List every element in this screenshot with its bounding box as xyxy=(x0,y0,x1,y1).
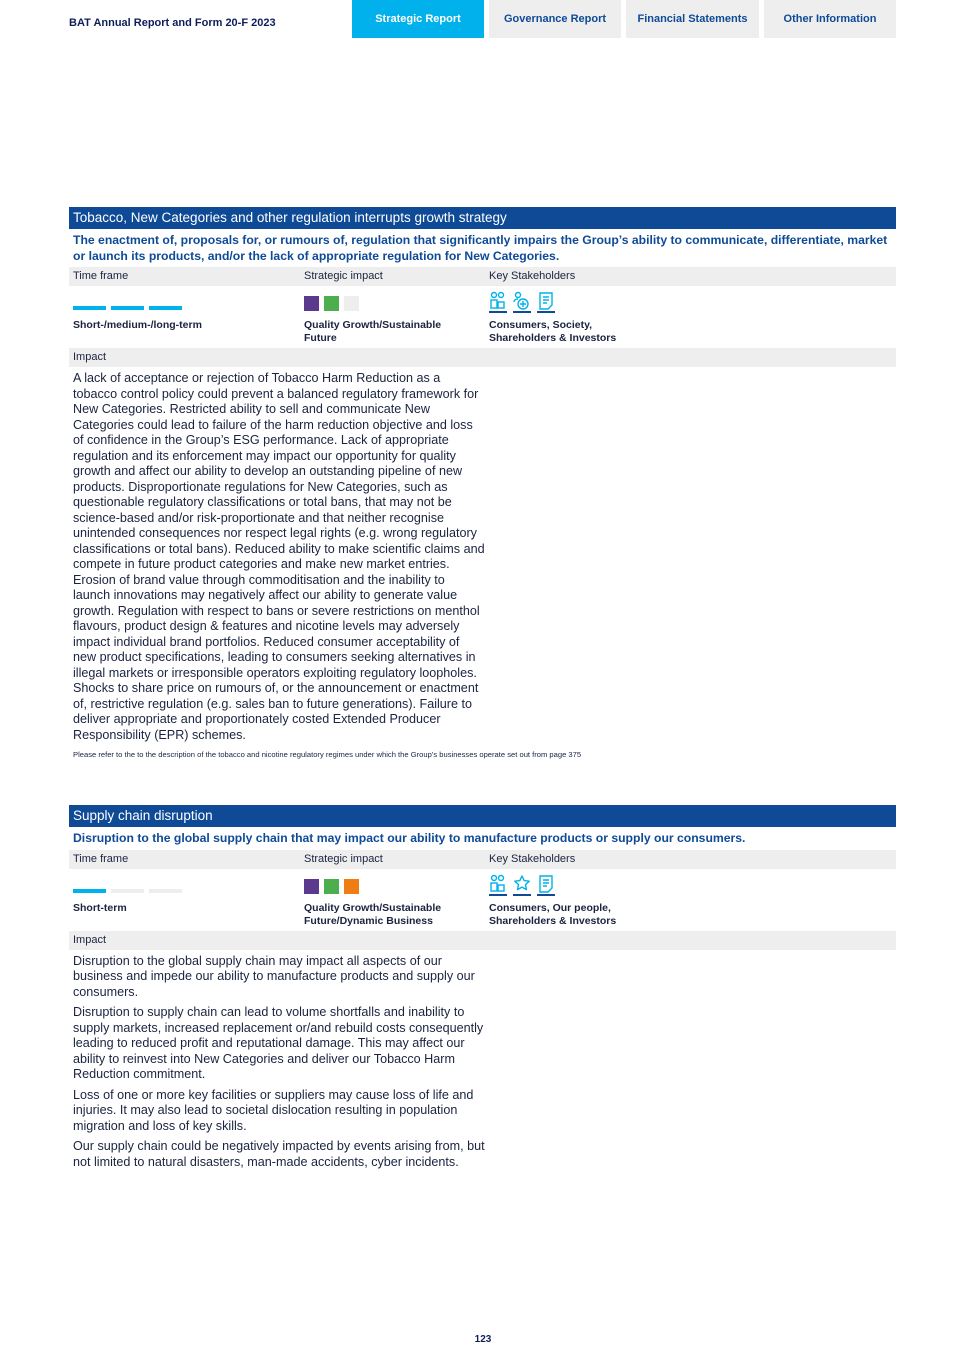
stakeholder-icons xyxy=(489,291,555,313)
strategic-impact-value: Quality Growth/Sustainable Future/Dynamic Business xyxy=(304,901,442,927)
time-frame-label: Time frame xyxy=(73,852,129,865)
tab-strategic-report[interactable]: Strategic Report xyxy=(352,0,484,38)
time-frame-bar xyxy=(149,306,182,310)
impact-paragraph: Disruption to supply chain can lead to volume shortfalls and inability to supply markets, increased replacement or/and rebuild costs consequently leading to reduced profit and reputational damage. This may affect our ability to reinvest into New Categories and deliver our Tobacco Harm Reduction commitment. xyxy=(73,1005,484,1081)
page-number: 123 xyxy=(474,1334,492,1345)
strategic-square xyxy=(304,879,319,894)
impact-header-bar xyxy=(69,348,896,367)
document-icon xyxy=(537,874,555,896)
stakeholder-icons xyxy=(489,874,555,896)
tab-other-information[interactable]: Other Information xyxy=(764,0,896,38)
time-frame-bar xyxy=(111,306,144,310)
stakeholders-value: Consumers, Our people, Shareholders & Investors xyxy=(489,901,617,927)
document-title: BAT Annual Report and Form 20-F 2023 xyxy=(69,17,276,29)
key-stakeholders-label: Key Stakeholders xyxy=(489,270,576,282)
time-frame-indicator xyxy=(73,306,182,310)
strategic-square xyxy=(324,296,339,311)
meta-row xyxy=(69,286,896,348)
impact-text xyxy=(69,950,489,1171)
risk-description: Disruption to the global supply chain that may impact our ability to manufacture products or supply our consumers. xyxy=(73,831,746,845)
impact-header-bar xyxy=(69,931,896,950)
impact-paragraph: Our supply chain could be negatively impacted by events arising from, but not limited to natural disasters, man-made accidents, cyber incidents. xyxy=(73,1139,485,1169)
strategic-impact-value: Quality Growth/Sustainable Future xyxy=(304,319,442,344)
impact-label: Impact xyxy=(73,351,107,363)
risk-block-regulation xyxy=(69,207,896,761)
impact-text xyxy=(69,367,489,743)
footnote: Please refer to the to the description of the tobacco and nicotine regulatory regimes under which the Group’s businesses operate set out from page 375 xyxy=(73,750,582,759)
page-header xyxy=(0,0,966,38)
risk-description: The enactment of, proposals for, or rumours of, regulation that significantly impairs the Group’s ability to communicate, differentiate, market or launch its products, and/or the lack of appropriate regulation for New Categories. xyxy=(73,233,888,263)
tab-governance-report[interactable]: Governance Report xyxy=(489,0,621,38)
strategic-square xyxy=(304,296,319,311)
strategic-impact-label: Strategic impact xyxy=(304,270,383,282)
key-stakeholders-label: Key Stakeholders xyxy=(489,852,576,865)
society-icon xyxy=(513,291,531,313)
time-frame-bar xyxy=(73,889,106,893)
stakeholders-value: Consumers, Society, Shareholders & Investors xyxy=(489,319,617,344)
star-icon xyxy=(513,874,531,896)
risk-title: Supply chain disruption xyxy=(69,805,896,827)
meta-header-bar xyxy=(69,850,896,869)
tab-financial-statements[interactable]: Financial Statements xyxy=(626,0,759,38)
strategic-impact-squares xyxy=(304,879,359,894)
time-frame-bar xyxy=(73,306,106,310)
impact-label: Impact xyxy=(73,933,107,946)
people-icon xyxy=(489,874,507,896)
impact-paragraph: Disruption to the global supply chain may impact all aspects of our business and impede our ability to manufacture products and supply our consumers. xyxy=(73,953,475,999)
section-tabs xyxy=(352,0,896,38)
meta-row xyxy=(69,869,896,931)
time-frame-value: Short-term xyxy=(73,901,127,914)
strategic-square xyxy=(344,296,359,311)
time-frame-label: Time frame xyxy=(73,270,129,282)
time-frame-bar xyxy=(111,889,144,893)
strategic-impact-squares xyxy=(304,296,359,311)
time-frame-value: Short-/medium-/long-term xyxy=(73,319,202,331)
meta-header-bar xyxy=(69,267,896,286)
time-frame-bar xyxy=(149,889,182,893)
impact-paragraph: Loss of one or more key facilities or suppliers may cause loss of life and injuries. It may also lead to societal dislocation resulting in population migration and loss of key skills. xyxy=(73,1087,474,1133)
strategic-square xyxy=(344,879,359,894)
risk-block-supply-chain xyxy=(69,805,896,1175)
strategic-square xyxy=(324,879,339,894)
risk-title: Tobacco, New Categories and other regulation interrupts growth strategy xyxy=(69,207,896,229)
impact-paragraph: A lack of acceptance or rejection of Tobacco Harm Reduction as a tobacco control policy could prevent a balanced regulatory framework for New Categories. Restricted ability to sell and communicate New Categories could lead to failure of the harm reduction objective and loss of confidence in the Group’s ESG performance. Lack of appropriate regulation and its enforcement may impact our opportunity for quality growth and affect our ability to develop an outstanding pipeline of new products. Disproportionate regulations for New Categories, such as questionable regulatory classifications or total bans, that may not be science-based and/or risk-proportionate and that neither recognise unintended consequences nor respect legal rights (e.g. wrong regulatory classifications or total bans). Reduced ability to make scientific claims and compete in future product categories and make new market entries. Erosion of brand value through commoditisation and the inability to launch innovations may negatively affect our ability to generate value growth. Regulation with respect to bans or severe restrictions on menthol flavours, product design & features and nicotine levels may adversely impact individual brand portfolios. Reduced consumer acceptability of new product specifications, leading to consumers seeking alternatives in illegal markets or irresponsible operators exploiting regulatory loopholes. Shocks to share price on rumours of, or the announcement or enactment of, restrictive regulation (e.g. sales ban to future generations). Failure to deliver appropriate and proportionately costed Extended Producer Responsibility (EPR) schemes. xyxy=(73,371,485,742)
people-icon xyxy=(489,291,507,313)
strategic-impact-label: Strategic impact xyxy=(304,852,383,865)
document-icon xyxy=(537,291,555,313)
time-frame-indicator xyxy=(73,889,182,893)
